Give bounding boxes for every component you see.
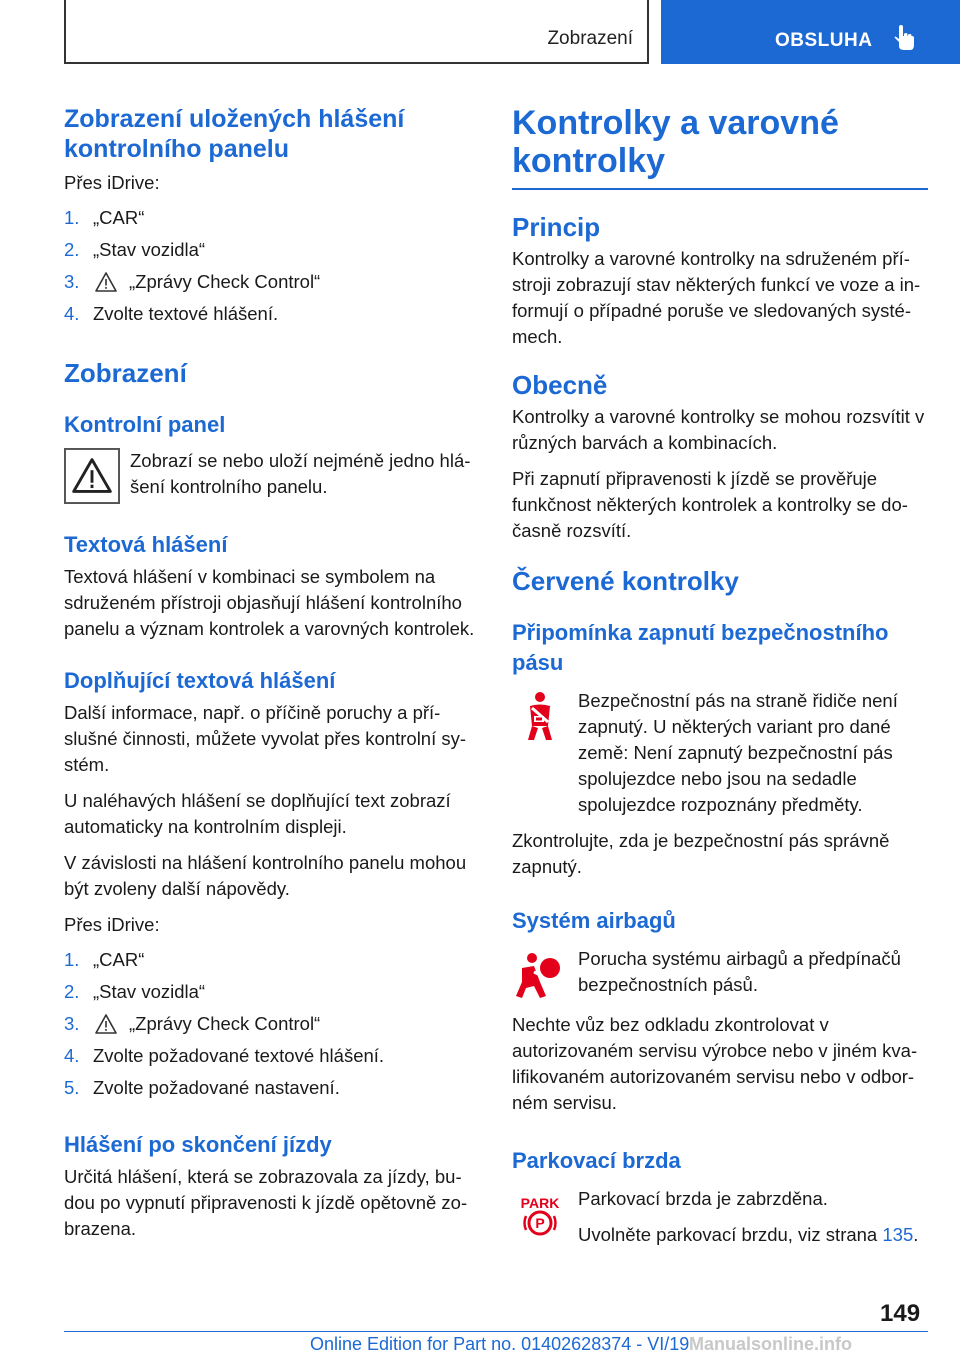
list-item: 1. „CAR“ <box>64 949 145 970</box>
airbag-p2: Nechte vůz bez odkladu zkontrolovat v autorizovaném servisu výrobce nebo v jiném kvalifikovaném autorizovaném servisu nebo v odborném servisu. <box>512 1014 918 1113</box>
supplementary-p1: Další informace, např. o příčině poruchy a příslušné činnosti, můžete vyvolat přes kontrolní systém. <box>64 702 467 775</box>
warning-triangle-icon <box>95 1014 117 1034</box>
parking-brake-icon <box>512 1186 568 1242</box>
supplementary-p2: U naléhavých hlášení se doplňující text zobrazí automaticky na kontrolním displeji. <box>64 790 451 837</box>
list-item: 3. „Zprávy Check Control“ <box>64 271 321 292</box>
general-title: Obecně <box>512 370 608 400</box>
belt-p2: Zkontrolujte, zda je bezpečnostní pás správně zapnutý. <box>512 830 890 877</box>
panel-text: Zobrazí se nebo uloží nejméně jedno hlášení kontrolního panelu. <box>130 450 471 497</box>
airbag-block <box>512 946 928 1002</box>
header-tab <box>661 0 960 64</box>
list-item: 5. Zvolte požadované nastavení. <box>64 1077 340 1098</box>
header-frame <box>64 0 649 64</box>
warning-triangle-icon <box>95 272 117 292</box>
list-item: 1. „CAR“ <box>64 207 145 228</box>
panel-title: Kontrolní panel <box>64 412 226 437</box>
principle-title: Princip <box>512 212 601 242</box>
airbag-icon <box>512 946 568 1002</box>
seatbelt-icon <box>512 688 568 744</box>
display-title: Zobrazení <box>64 358 187 388</box>
right-column <box>512 104 928 1248</box>
belt-p1: Bezpečnostní pás na straně řidiče není zapnutý. U některých variant pro dané země: Není zapnutý bezpečnostní pás spolujezdce nebo jsou na sedadle spolujezdce rozpoznány předměty. <box>578 690 898 815</box>
text-messages-body: Textová hlášení v kombinaci se symbolem na sdruženém přístroji objasňují hlášení kontrolního panelu a význam kontrolek a varovných kontrolek. <box>64 566 475 639</box>
end-of-drive-title: Hlášení po skončení jízdy <box>64 1132 332 1157</box>
list-item: 3. „Zprávy Check Control“ <box>64 1013 321 1034</box>
page-number: 149 <box>880 1300 921 1327</box>
title-divider <box>512 188 928 190</box>
header-section-title: Zobrazení <box>547 28 633 49</box>
text-messages-title: Textová hlášení <box>64 532 228 557</box>
principle-text: Kontrolky a varovné kontrolky na sdruženém přístroji zobrazují stav některých funkcí ve voze a informují o případné poruše ve sledovaných systémech. <box>512 248 921 347</box>
footer-edition: Online Edition for Part no. 01402628374 - VI/19 <box>310 1334 690 1354</box>
list-item: 2. „Stav vozidla“ <box>64 239 206 260</box>
warning-triangle-icon <box>64 448 120 504</box>
hand-pointer-icon <box>894 24 916 52</box>
airbag-p1: Porucha systému airbagů a předpínačů bezpečnostních pásů. <box>578 948 901 995</box>
list-item: 2. „Stav vozidla“ <box>64 981 206 1002</box>
parking-brake-block <box>512 1186 928 1248</box>
stored-messages-title: Zobrazení uložených hlášení kontrolního panelu <box>64 105 405 163</box>
main-title: Kontrolky a varovné kontrolky <box>512 104 839 180</box>
footer-divider <box>64 1331 928 1332</box>
end-of-drive-text: Určitá hlášení, která se zobrazovala za jízdy, budou po vypnutí připravenosti k jízdě opětovně zobrazena. <box>64 1166 468 1239</box>
steps-list-2 <box>64 944 476 1104</box>
belt-reminder-title: Připomínka zapnutí bezpečnostního pásu <box>512 620 889 675</box>
steps-list-1 <box>64 202 476 330</box>
svg-text:P: P <box>535 1215 545 1231</box>
supplementary-title: Doplňující textová hlášení <box>64 668 336 693</box>
parking-brake-p1: Parkovací brzda je zabrzděna. <box>578 1188 828 1209</box>
parking-brake-p2: Uvolněte parkovací brzdu, viz strana 135. <box>578 1224 919 1245</box>
via-idrive-1: Přes iDrive: <box>64 172 160 193</box>
list-item: 4. Zvolte požadované textové hlášení. <box>64 1045 385 1066</box>
via-idrive-2: Přes iDrive: <box>64 914 160 935</box>
belt-block <box>512 688 928 818</box>
red-lights-title: Červené kontrolky <box>512 566 739 596</box>
list-item: 4. Zvolte textové hlášení. <box>64 303 279 324</box>
panel-block <box>64 448 476 504</box>
page-link-135[interactable]: 135 <box>882 1224 914 1245</box>
parking-brake-title: Parkovací brzda <box>512 1148 681 1173</box>
general-p1: Kontrolky a varovné kontrolky se mohou rozsvítit v různých barvách a kombinacích. <box>512 406 925 453</box>
header-tab-label: OBSLUHA <box>775 30 873 51</box>
supplementary-p3: V závislosti na hlášení kontrolního panelu mohou být zvoleny další nápovědy. <box>64 852 467 899</box>
general-p2: Při zapnutí připravenosti k jízdě se prověřuje funkčnost některých kontrolek a kontrolky se dočasně rozsvítí. <box>512 468 908 541</box>
left-column <box>64 104 476 1242</box>
svg-text:PARK: PARK <box>520 1195 560 1211</box>
watermark: Manualsonline.info <box>689 1334 853 1354</box>
airbag-title: Systém airbagů <box>512 908 676 933</box>
